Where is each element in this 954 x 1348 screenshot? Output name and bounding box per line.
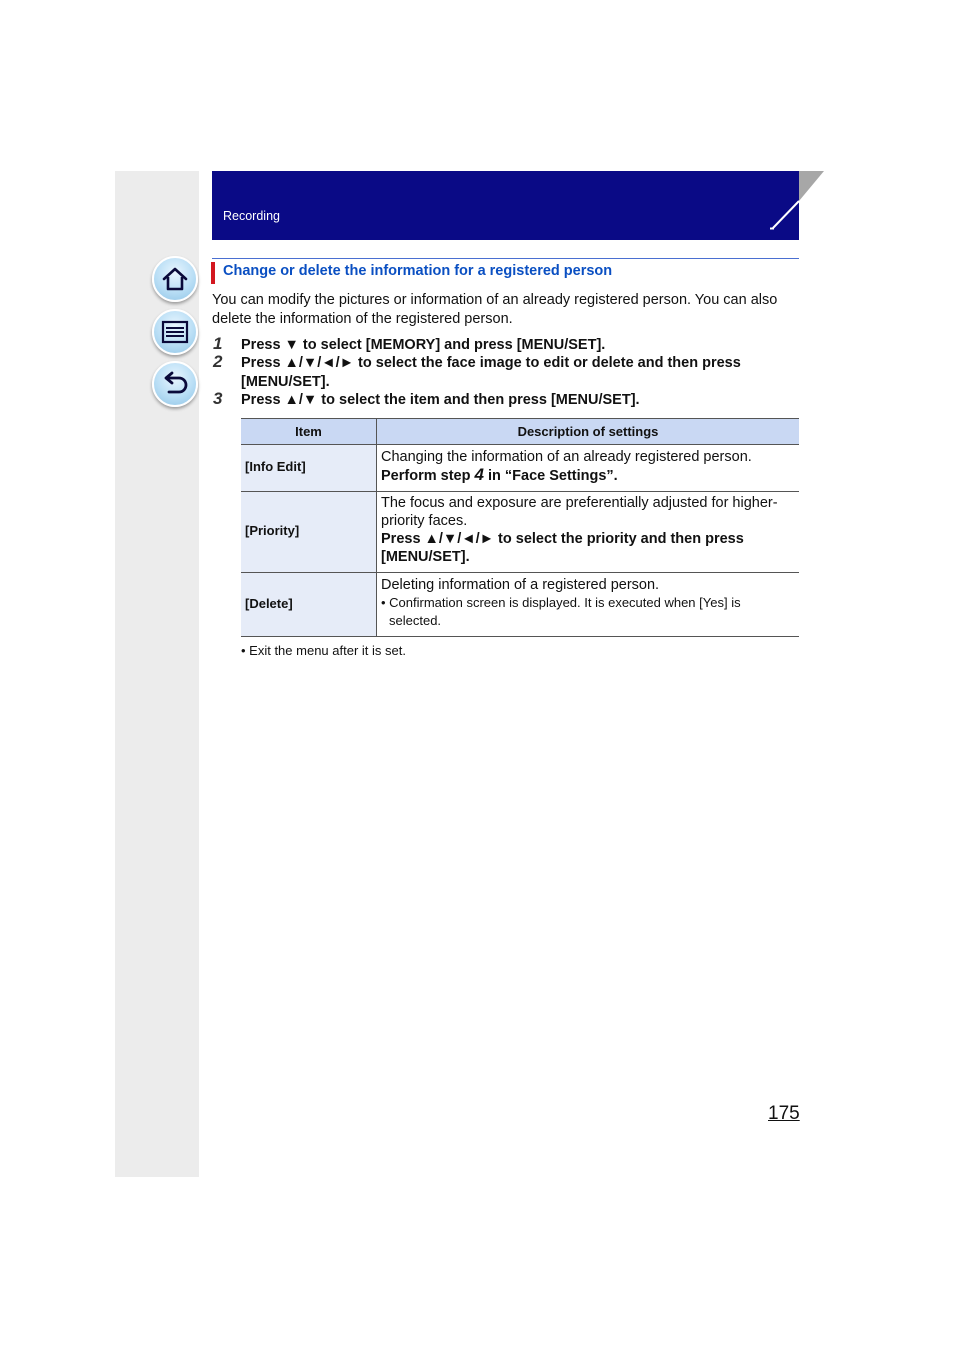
page-corner-decoration xyxy=(770,171,826,241)
item-cell: [Info Edit] xyxy=(241,445,377,492)
step-text: Press ▲/▼/◄/► to select the face image to edit or delete and then press [MENU/SET]. xyxy=(241,355,741,390)
description-cell xyxy=(377,573,800,637)
step-number: 1 xyxy=(213,334,223,353)
table-header-row xyxy=(241,419,799,445)
description-cell xyxy=(377,445,800,492)
description-text: Changing the information of an already registered person. xyxy=(381,449,752,465)
instruction-prefix: Perform step xyxy=(381,468,475,484)
table-row xyxy=(241,573,799,637)
column-header-item: Item xyxy=(241,419,377,445)
step-reference: 4 xyxy=(474,465,484,484)
section-title: Change or delete the information for a registered person xyxy=(223,263,613,279)
home-icon xyxy=(161,266,189,292)
page-number: 175 xyxy=(768,1103,800,1124)
item-cell: [Priority] xyxy=(241,492,377,573)
instruction-text: Press ▲/▼/◄/► to select the priority and then press [MENU/SET]. xyxy=(381,531,744,565)
section-marker xyxy=(211,262,215,284)
column-header-description: Description of settings xyxy=(377,419,800,445)
chapter-title: Recording xyxy=(223,209,280,223)
description-text: Deleting information of a registered person. xyxy=(381,577,660,593)
back-arrow-icon xyxy=(161,371,189,397)
menu-list-icon xyxy=(161,320,189,344)
item-cell: [Delete] xyxy=(241,573,377,637)
home-button[interactable] xyxy=(152,256,198,302)
footnote: • Exit the menu after it is set. xyxy=(241,643,406,658)
description-cell xyxy=(377,492,800,573)
back-button[interactable] xyxy=(152,361,198,407)
instruction-text xyxy=(381,466,795,485)
table-row xyxy=(241,445,799,492)
step-number: 3 xyxy=(213,389,223,408)
step-text: Press ▼ to select [MEMORY] and press [MENU/SET]. xyxy=(241,337,606,353)
section-rule xyxy=(212,258,799,259)
settings-table xyxy=(241,418,799,637)
note-text: • Confirmation screen is displayed. It is executed when [Yes] is selected. xyxy=(381,595,741,628)
intro-paragraph: You can modify the pictures or information of an already registered person. You can also delete the information of the registered person. xyxy=(212,292,778,327)
step-number: 2 xyxy=(213,352,223,371)
description-text: The focus and exposure are preferentially adjusted for higher-priority faces. xyxy=(381,495,778,529)
menu-button[interactable] xyxy=(152,309,198,355)
step-text: Press ▲/▼ to select the item and then press [MENU/SET]. xyxy=(241,392,640,408)
table-row xyxy=(241,492,799,573)
chapter-header xyxy=(212,171,799,240)
instruction-suffix: in “Face Settings”. xyxy=(483,468,618,484)
